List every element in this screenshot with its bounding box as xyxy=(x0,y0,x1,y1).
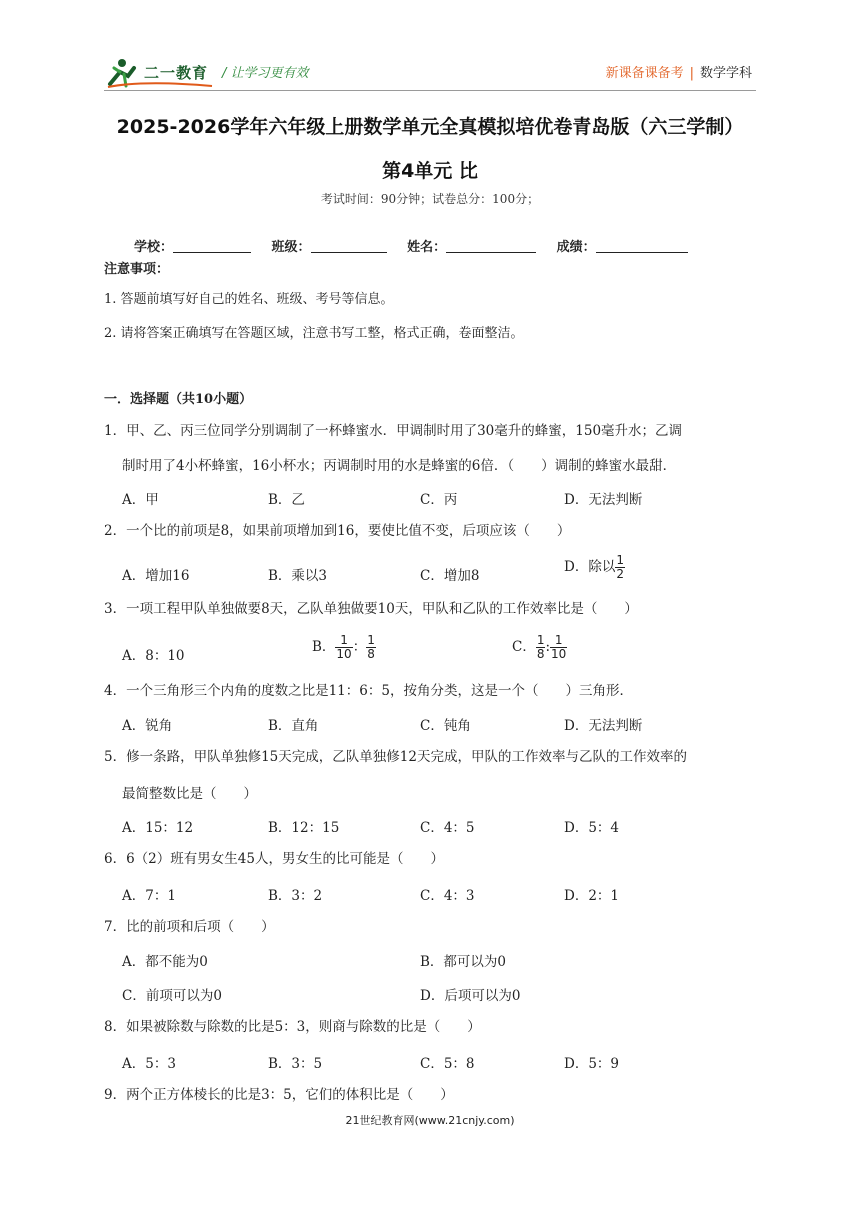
denominator: 8 xyxy=(536,647,545,661)
section-heading: 一．选择题（共10小题） xyxy=(104,392,253,407)
score-blank[interactable] xyxy=(596,238,688,253)
page-header xyxy=(0,0,860,100)
slogan: / 让学习更有效 xyxy=(222,66,309,81)
option-b-text: B． xyxy=(312,639,336,655)
class-blank[interactable] xyxy=(311,238,387,253)
option-c[interactable] xyxy=(512,634,567,661)
question-text-cont: 最简整数比是（ ） xyxy=(122,786,257,802)
option-a[interactable]: A．锐角 xyxy=(122,718,173,734)
option-b[interactable]: B．12：15 xyxy=(268,820,340,836)
class-label: 班级： xyxy=(271,240,311,255)
fraction xyxy=(550,634,567,661)
logo-text: 二一教育 xyxy=(144,64,209,82)
option-a[interactable]: A．甲 xyxy=(122,492,159,508)
header-tagline: 新课备课备考 xyxy=(605,66,684,81)
option-d[interactable]: D．后项可以为0 xyxy=(420,988,521,1004)
option-a[interactable]: A．5：3 xyxy=(122,1056,176,1072)
option-a[interactable]: A．15：12 xyxy=(122,820,194,836)
question-9 xyxy=(104,1080,764,1110)
school-blank[interactable] xyxy=(173,238,251,253)
question-text: 4．一个三角形三个内角的度数之比是11：6：5，按角分类，这是一个（ ）三角形． xyxy=(104,683,633,699)
option-c[interactable]: C．增加8 xyxy=(420,568,480,584)
numerator: 1 xyxy=(550,634,567,648)
name-label: 姓名： xyxy=(407,240,447,255)
exam-subtitle: 考试时间：90分钟；试卷总分：100分； xyxy=(320,192,540,206)
option-c[interactable]: C．4：5 xyxy=(420,820,475,836)
question-text: 5．修一条路，甲队单独修15天完成，乙队单独修12天完成，甲队的工作效率与乙队的工作效率的 xyxy=(104,749,687,765)
header-rule xyxy=(104,90,756,91)
question-2 xyxy=(104,516,764,546)
option-d[interactable]: D．2：1 xyxy=(564,888,620,904)
question-text: 8．如果被除数与除数的比是5：3，则商与除数的比是（ ） xyxy=(104,1019,481,1035)
fraction xyxy=(335,634,352,661)
question-text: 2．一个比的前项是8，如果前项增加到16，要使比值不变，后项应该（ ） xyxy=(104,523,571,539)
question-5 xyxy=(104,742,764,772)
question-6 xyxy=(104,844,764,874)
option-b[interactable]: B．乙 xyxy=(268,492,305,508)
question-text: 3．一项工程甲队单独做要8天，乙队单独做要10天，甲队和乙队的工作效率比是（ ） xyxy=(104,601,638,617)
header-right xyxy=(606,62,752,81)
header-subject: 数学学科 xyxy=(699,66,752,81)
school-label: 学校： xyxy=(134,240,174,255)
colon: ： xyxy=(352,639,367,655)
name-blank[interactable] xyxy=(446,238,536,253)
option-a[interactable]: A．增加16 xyxy=(122,568,190,584)
option-d[interactable] xyxy=(564,554,625,581)
unit-title: 第4单元 比 xyxy=(382,160,478,182)
option-d-text: D．除以 xyxy=(564,559,616,575)
option-b[interactable]: B．都可以为0 xyxy=(420,954,507,970)
student-info-row xyxy=(134,236,704,255)
option-c[interactable]: C．前项可以为0 xyxy=(122,988,222,1004)
option-a[interactable]: A．7：1 xyxy=(122,888,176,904)
question-7 xyxy=(104,912,764,942)
option-d[interactable]: D．5：4 xyxy=(564,820,620,836)
fraction xyxy=(366,634,376,661)
question-text: 1．甲、乙、丙三位同学分别调制了一杯蜂蜜水．甲调制时用了30毫升的蜂蜜，150毫升水；乙调 xyxy=(104,423,683,439)
denominator: 10 xyxy=(551,647,567,661)
colon: : xyxy=(545,639,551,655)
page-footer: 21世纪教育网(www.21cnjy.com) xyxy=(345,1114,515,1127)
question-1 xyxy=(104,416,764,446)
notice-item: 1. 答题前填写好自己的姓名、班级、考号等信息。 xyxy=(104,292,394,307)
option-b[interactable]: B．乘以3 xyxy=(268,568,328,584)
numerator: 1 xyxy=(616,553,624,567)
numerator: 1 xyxy=(367,633,375,647)
exam-title: 2025-2026学年六年级上册数学单元全真模拟培优卷青岛版（六三学制） xyxy=(116,116,744,138)
option-c-text: C． xyxy=(512,639,536,655)
option-a[interactable]: A．8：10 xyxy=(122,648,185,664)
option-c[interactable]: C．5：8 xyxy=(420,1056,475,1072)
question-3 xyxy=(104,594,764,624)
denominator: 10 xyxy=(336,647,352,661)
option-b[interactable] xyxy=(312,634,376,661)
denominator: 2 xyxy=(616,567,624,581)
notice-heading: 注意事项： xyxy=(104,262,170,277)
denominator: 8 xyxy=(367,647,375,661)
numerator: 1 xyxy=(335,634,352,648)
option-d[interactable]: D．5：9 xyxy=(564,1056,620,1072)
question-text: 9．两个正方体棱长的比是3：5，它们的体积比是（ ） xyxy=(104,1087,454,1103)
question-text: 7．比的前项和后项（ ） xyxy=(104,919,275,935)
option-c[interactable]: C．丙 xyxy=(420,492,458,508)
option-a[interactable]: A．都不能为0 xyxy=(122,954,208,970)
question-text-cont: 制时用了4小杯蜂蜜，16小杯水；丙调制时用的水是蜂蜜的6倍．（ ）调制的蜂蜜水最甜． xyxy=(122,458,677,474)
question-text: 6．6（2）班有男女生45人，男女生的比可能是（ ） xyxy=(104,851,444,867)
option-d[interactable]: D．无法判断 xyxy=(564,492,643,508)
question-4 xyxy=(104,676,764,706)
slogan-text: 让学习更有效 xyxy=(230,66,309,81)
numerator: 1 xyxy=(536,633,545,647)
header-separator: | xyxy=(689,66,694,81)
option-b[interactable]: B．直角 xyxy=(268,718,319,734)
option-b[interactable]: B．3：2 xyxy=(268,888,323,904)
notice-item: 2. 请将答案正确填写在答题区域，注意书写工整，格式正确，卷面整洁。 xyxy=(104,326,524,341)
score-label: 成绩： xyxy=(556,240,596,255)
question-8 xyxy=(104,1012,764,1042)
option-c[interactable]: C．4：3 xyxy=(420,888,475,904)
option-b[interactable]: B．3：5 xyxy=(268,1056,323,1072)
option-c[interactable]: C．钝角 xyxy=(420,718,471,734)
option-d[interactable]: D．无法判断 xyxy=(564,718,643,734)
fraction xyxy=(615,554,625,581)
